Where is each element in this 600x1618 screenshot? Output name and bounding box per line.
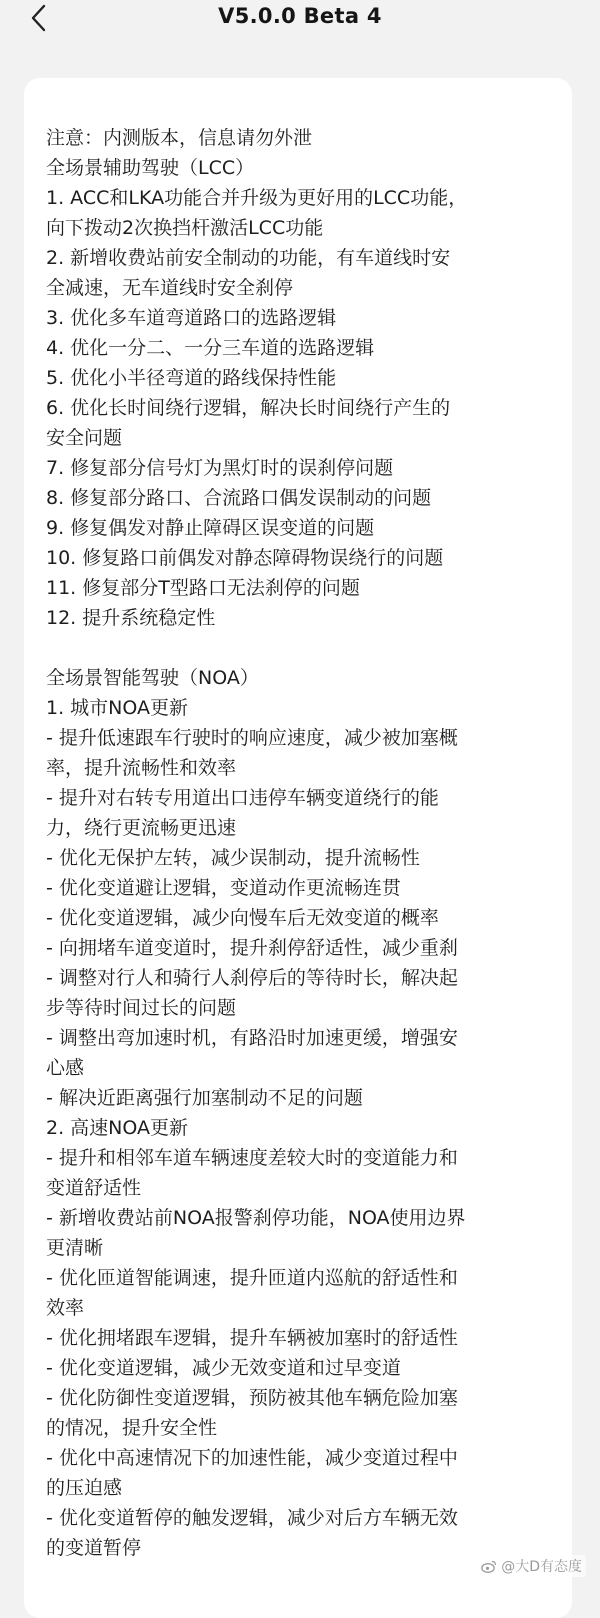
note-line: 率，提升流畅性和效率: [46, 757, 237, 779]
note-line: - 优化拥堵跟车逻辑，提升车辆被加塞时的舒适性: [46, 1327, 458, 1349]
note-line: 10. 修复路口前偶发对静态障碍物误绕行的问题: [46, 547, 444, 569]
note-line: - 优化中高速情况下的加速性能，减少变道过程中: [46, 1447, 458, 1469]
note-line: 12. 提升系统稳定性: [46, 607, 216, 629]
weibo-icon: [481, 1560, 497, 1573]
release-notes-content: [46, 123, 552, 1563]
note-line: 全场景辅助驾驶（LCC）: [46, 157, 255, 179]
note-line: 1. ACC和LKA功能合并升级为更好用的LCC功能，: [46, 187, 468, 209]
note-line: - 解决近距离强行加塞制动不足的问题: [46, 1087, 363, 1109]
note-line: 5. 优化小半径弯道的路线保持性能: [46, 367, 337, 389]
note-line: 的情况，提升安全性: [46, 1417, 218, 1439]
note-line: - 优化变道暂停的触发逻辑，减少对后方车辆无效: [46, 1507, 458, 1529]
note-line: 的压迫感: [46, 1477, 123, 1499]
note-line: 步等待时间过长的问题: [46, 997, 237, 1019]
note-line: - 优化变道逻辑，减少向慢车后无效变道的概率: [46, 907, 439, 929]
note-line: 2. 新增收费站前安全制动的功能，有车道线时安: [46, 247, 451, 269]
note-line: 4. 优化一分二、一分三车道的选路逻辑: [46, 337, 375, 359]
note-line: 更清晰: [46, 1237, 104, 1259]
note-line: 的变道暂停: [46, 1537, 142, 1559]
note-line: - 优化匝道智能调速，提升匝道内巡航的舒适性和: [46, 1267, 458, 1289]
note-line: 向下拨动2次换挡杆激活LCC功能: [46, 217, 324, 239]
page-title: V5.0.0 Beta 4: [218, 4, 382, 28]
note-line: - 调整对行人和骑行人刹停后的等待时长，解决起: [46, 967, 458, 989]
note-line: 效率: [46, 1297, 85, 1319]
note-line: - 提升和相邻车道车辆速度差较大时的变道能力和: [46, 1147, 458, 1169]
header-bar: [0, 0, 600, 40]
note-line: 2. 高速NOA更新: [46, 1117, 188, 1139]
note-line: - 向拥堵车道变道时，提升刹停舒适性，减少重刹: [46, 937, 458, 959]
note-line: - 优化防御性变道逻辑，预防被其他车辆危险加塞: [46, 1387, 458, 1409]
release-notes-card: [24, 78, 572, 1618]
note-line: 1. 城市NOA更新: [46, 697, 188, 719]
note-line: 全减速，无车道线时安全刹停: [46, 277, 294, 299]
watermark: [477, 1555, 586, 1577]
note-line: 7. 修复部分信号灯为黑灯时的误刹停问题: [46, 457, 394, 479]
watermark-text: @大D有态度: [501, 1559, 582, 1575]
note-line: 3. 优化多车道弯道路口的选路逻辑: [46, 307, 337, 329]
note-line: - 优化变道避让逻辑，变道动作更流畅连贯: [46, 877, 401, 899]
note-line: 6. 优化长时间绕行逻辑，解决长时间绕行产生的: [46, 397, 451, 419]
note-line: 注意：内测版本，信息请勿外泄: [46, 127, 313, 149]
blank-line: [46, 633, 552, 663]
note-line: - 提升低速跟车行驶时的响应速度，减少被加塞概: [46, 727, 458, 749]
note-line: 力，绕行更流畅更迅速: [46, 817, 237, 839]
note-line: 全场景智能驾驶（NOA）: [46, 667, 259, 689]
note-line: 安全问题: [46, 427, 123, 449]
note-line: - 调整出弯加速时机，有路沿时加速更缓，增强安: [46, 1027, 458, 1049]
note-line: - 新增收费站前NOA报警刹停功能，NOA使用边界: [46, 1207, 466, 1229]
note-line: - 优化变道逻辑，减少无效变道和过早变道: [46, 1357, 401, 1379]
note-line: - 提升对右转专用道出口违停车辆变道绕行的能: [46, 787, 439, 809]
note-line: 8. 修复部分路口、合流路口偶发误制动的问题: [46, 487, 432, 509]
note-line: 9. 修复偶发对静止障碍区误变道的问题: [46, 517, 375, 539]
note-line: - 优化无保护左转，减少误制动，提升流畅性: [46, 847, 420, 869]
note-line: 心感: [46, 1057, 85, 1079]
note-line: 变道舒适性: [46, 1177, 142, 1199]
note-line: 11. 修复部分T型路口无法刹停的问题: [46, 577, 360, 599]
